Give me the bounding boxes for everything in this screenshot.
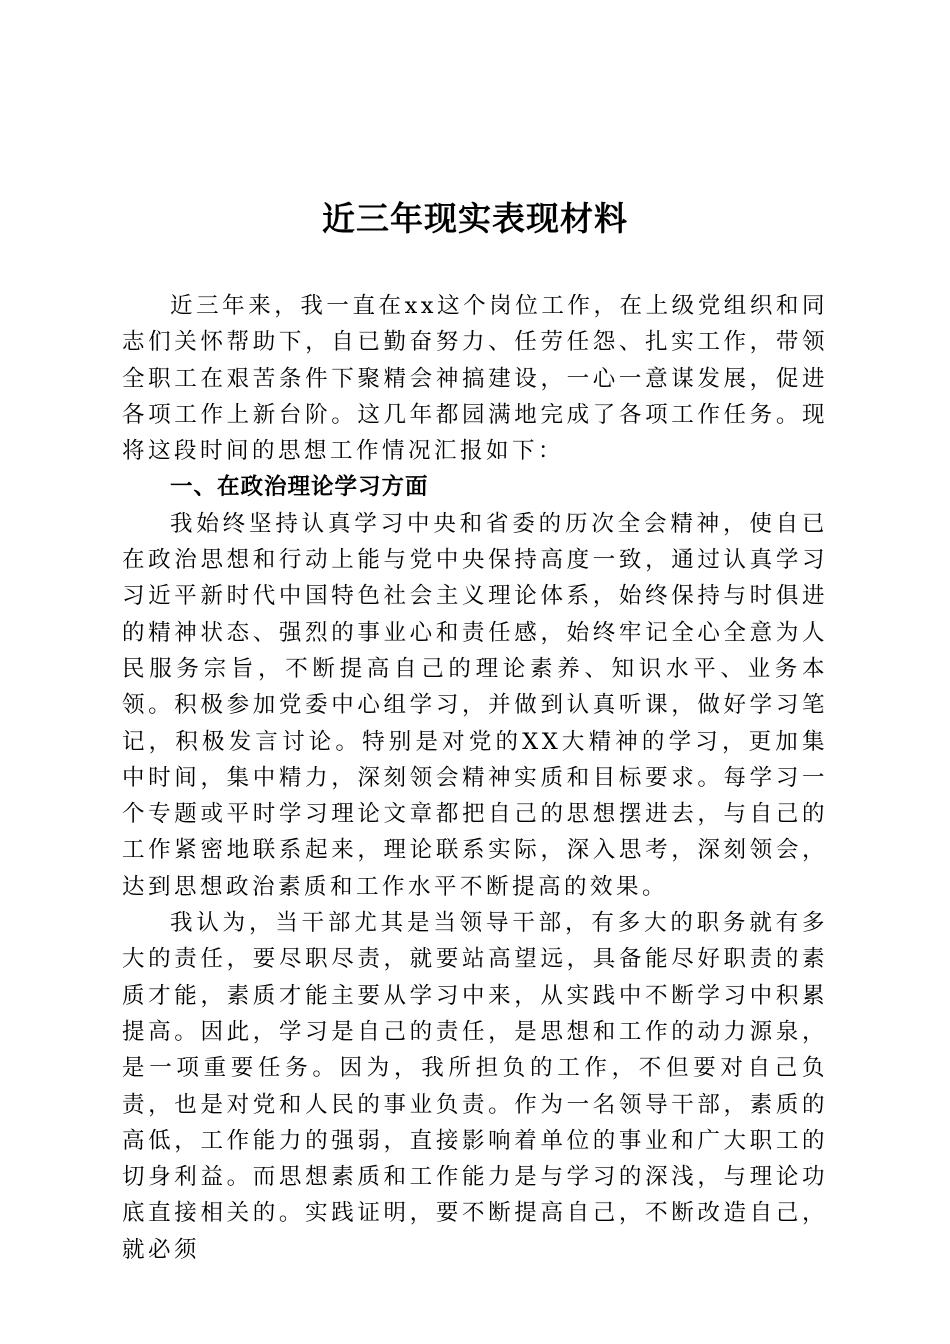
section-heading-political-study: 一、在政治理论学习方面 <box>170 474 429 501</box>
document-title: 近三年现实表现材料 <box>322 199 628 238</box>
intro-paragraph: 近三年来，我一直在xx这个岗位工作，在上级党组织和同志们关怀帮助下，自已勤奋努力、任劳任怨、扎实工作，带领全职工在艰苦条件下聚精会神搞建设，一心一意谋发展，促进各项工作上新台阶。这几年都园满地完成了各项工作任务。现将这段时间的思想工作情况汇报如下： <box>122 293 828 465</box>
document-body <box>122 288 828 1268</box>
section1-paragraph-2: 我认为，当干部尤其是当领导干部，有多大的职务就有多大的责任，要尽职尽责，就要站高望远，具备能尽好职责的素质才能，素质才能主要从学习中来，从实践中不断学习中积累提高。因此，学习是自己的责任，是思想和工作的动力源泉，是一项重要任务。因为，我所担负的工作，不但要对自己负责，也是对党和人民的事业负责。作为一名领导干部，素质的高低，工作能力的强弱，直接影响着单位的事业和广大职工的切身利益。而思想素质和工作能力是与学习的深浅，与理论功底直接相关的。实践证明，要不断提高自己，不断改造自己，就必须 <box>122 910 828 1263</box>
section1-paragraph-1: 我始终坚持认真学习中央和省委的历次全会精神，使自已在政治思想和行动上能与党中央保持高度一致，通过认真学习习近平新时代中国特色社会主义理论体系，始终保持与时俱进的精神状态、强烈的事业心和责任感，始终牢记全心全意为人民服务宗旨，不断提高自己的理论素养、知识水平、业务本领。积极参加党委中心组学习，并做到认真听课，做好学习笔记，积极发言讨论。特别是对党的XX大精神的学习，更加集中时间，集中精力，深刻领会精神实质和目标要求。每学习一个专题或平时学习理论文章都把自己的思想摆进去，与自己的工作紧密地联系起来，理论联系实际，深入思考，深刻领会，达到思想政治素质和工作水平不断提高的效果。 <box>122 510 828 900</box>
